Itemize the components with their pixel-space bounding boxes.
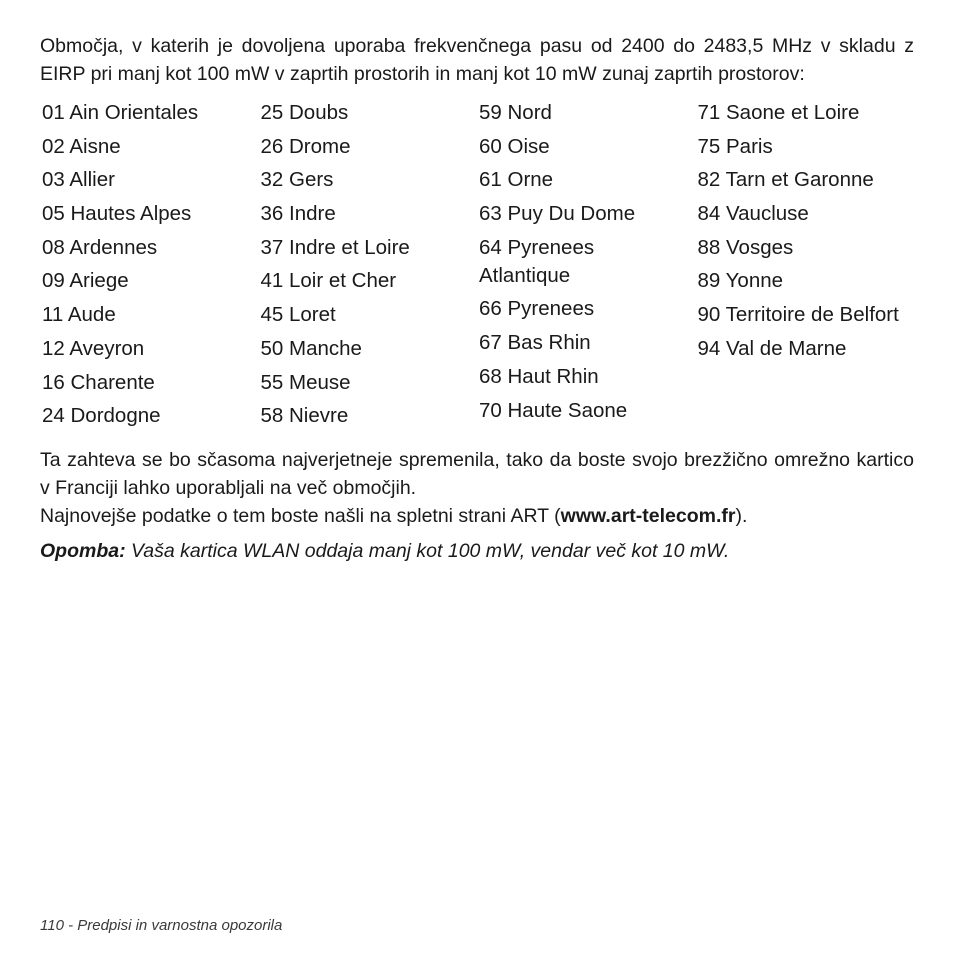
department-item: 08 Ardennes [42, 235, 158, 259]
department-item: 61 Orne [479, 168, 554, 192]
department-item: 60 Oise [479, 134, 550, 158]
department-list [40, 99, 914, 436]
department-item: 12 Aveyron [42, 336, 145, 360]
latest-info-paragraph [40, 502, 914, 530]
department-item: 16 Charente [42, 370, 155, 394]
department-item: 01 Ain Orientales [42, 101, 199, 124]
document-page [40, 32, 914, 565]
department-item: 03 Allier [42, 168, 115, 192]
department-item: 25 Doubs [260, 101, 349, 124]
department-item: 55 Meuse [260, 370, 351, 394]
intro-paragraph: Območja, v katerih je dovoljena uporaba frekvenčnega pasu od 2400 do 2483,5 MHz v skladu z EIRP pri manj kot 100 mW v zaprtih prostorih in manj kot 10 mW zunaj zaprtih prostorov: [40, 35, 914, 85]
department-item: 63 Puy Du Dome [479, 202, 636, 226]
note-paragraph [40, 537, 914, 565]
art-telecom-link[interactable]: www.art-telecom.fr [560, 504, 736, 527]
department-item: 68 Haut Rhin [479, 364, 599, 388]
department-item: 09 Ariege [42, 269, 129, 293]
department-item: 75 Paris [697, 134, 773, 158]
department-item: 70 Haute Saone [479, 398, 628, 422]
department-item: 32 Gers [260, 168, 334, 192]
note-text: Vaša kartica WLAN oddaja manj kot 100 mW, vendar več kot 10 mW. [125, 539, 730, 562]
department-item: 02 Aisne [42, 134, 121, 158]
department-item: 67 Bas Rhin [479, 331, 591, 355]
department-column-2 [259, 99, 478, 436]
page-footer: 110 - Predpisi in varnostna opozorila [40, 917, 283, 934]
department-item: 66 Pyrenees [479, 297, 595, 321]
department-item: 41 Loir et Cher [260, 269, 397, 293]
change-notice-paragraph: Ta zahteva se bo sčasoma najverjetneje spremenila, tako da boste svojo brezžično omrežno kartico v Franciji lahko uporabljali na več območjih. [40, 448, 914, 499]
department-item: 37 Indre et Loire [260, 235, 410, 259]
department-item: 84 Vaucluse [697, 202, 809, 226]
department-item: 59 Nord [479, 101, 552, 124]
latest-info-text: Najnovejše podatke o tem boste našli na spletni strani ART ( [40, 504, 561, 527]
department-item: 89 Yonne [697, 269, 784, 293]
department-item: 88 Vosges [697, 235, 794, 259]
department-item: 71 Saone et Loire [697, 101, 860, 124]
department-item: 45 Loret [260, 303, 336, 327]
department-item: 58 Nievre [260, 404, 349, 428]
department-column-3 [477, 99, 696, 436]
latest-info-text-end: ). [735, 504, 748, 527]
department-item: 36 Indre [260, 202, 336, 226]
department-item: 50 Manche [260, 336, 362, 360]
department-item: 11 Aude [42, 303, 116, 327]
department-item: 94 Val de Marne [697, 336, 847, 360]
department-item: 90 Territoire de Belfort [697, 303, 899, 327]
department-column-1 [40, 99, 259, 436]
department-item: 82 Tarn et Garonne [697, 168, 874, 192]
department-column-4 [696, 99, 915, 436]
note-label: Opomba: [40, 539, 126, 562]
department-item: 64 Pyrenees Atlantique [479, 235, 595, 287]
department-item: 24 Dordogne [42, 404, 161, 428]
department-item: 26 Drome [260, 134, 351, 158]
department-item: 05 Hautes Alpes [42, 202, 192, 226]
